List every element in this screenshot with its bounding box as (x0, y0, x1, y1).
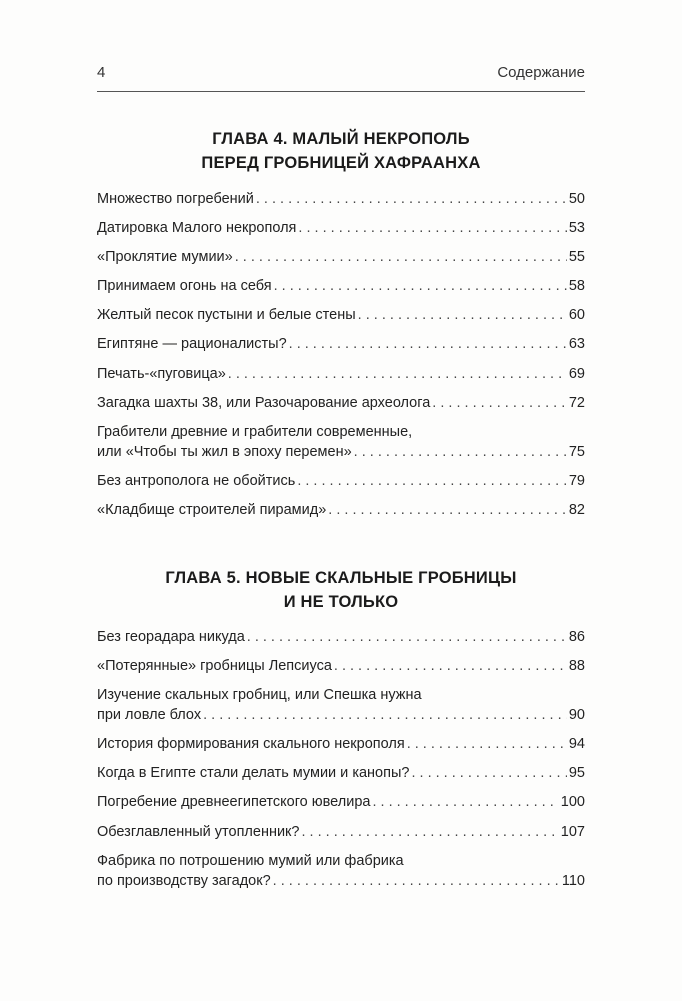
chapter-5-title (97, 566, 585, 614)
toc-entry-title: Множество погребений (97, 191, 254, 207)
dot-leader (328, 500, 567, 520)
dot-leader (407, 734, 567, 754)
toc-entry[interactable] (97, 218, 585, 238)
toc-entry-leader-line (97, 334, 585, 354)
page-number: 4 (97, 64, 106, 81)
toc-entry-leader-line (97, 471, 585, 491)
toc-entry-title-line: Изучение скальных гробниц, или Спешка нужна (97, 687, 422, 704)
dot-leader (432, 393, 567, 413)
running-header (97, 64, 585, 92)
toc-entry-title-line: Грабители древние и грабители современные, (97, 423, 413, 440)
toc-entry[interactable] (97, 627, 585, 647)
toc-entry-leader-line (97, 364, 585, 384)
toc-entry-page: 110 (561, 872, 585, 889)
toc-entry[interactable] (97, 734, 585, 754)
chapter-title-line: ГЛАВА 5. НОВЫЕ СКАЛЬНЫЕ ГРОБНИЦЫ (165, 569, 517, 587)
dot-leader (301, 822, 558, 842)
toc-entry-leader-line (97, 792, 585, 812)
toc-entry-title: «Проклятие мумии» (97, 249, 233, 266)
toc-entry-title: Без антрополога не обойтись (97, 472, 296, 489)
dot-leader (358, 305, 567, 325)
toc-entry-page: 72 (568, 394, 585, 411)
dot-leader (298, 218, 566, 238)
dot-leader (354, 442, 567, 462)
toc-entry-leader-line (97, 656, 585, 676)
toc-entry-leader-line (97, 734, 585, 754)
dot-leader (289, 334, 567, 354)
toc-entry[interactable] (97, 685, 585, 725)
toc-entry-leader-line (97, 871, 585, 891)
toc-entry-page: 82 (568, 501, 585, 518)
dot-leader (228, 364, 567, 384)
toc-entry[interactable] (97, 471, 585, 491)
header-rule (97, 91, 585, 92)
toc-entry-page: 60 (568, 307, 585, 324)
toc-entry-title-line: Фабрика по потрошению мумий или фабрика (97, 852, 404, 869)
toc-entry-page: 53 (568, 220, 585, 237)
toc-entry[interactable] (97, 276, 585, 296)
dot-leader (256, 189, 567, 209)
toc-entry[interactable] (97, 305, 585, 325)
toc-entry[interactable] (97, 500, 585, 520)
toc-entry-page: 95 (568, 765, 585, 782)
dot-leader (235, 247, 567, 267)
toc-entry-title: по производству загадок? (97, 872, 271, 889)
dot-leader (247, 627, 567, 647)
toc-entry-page: 100 (560, 794, 585, 811)
toc-entry-title: Загадка шахты 38, или Разочарование археолога (97, 394, 431, 411)
toc-entry[interactable] (97, 422, 585, 462)
toc-entry[interactable] (97, 656, 585, 676)
chapter-5-entries (97, 627, 585, 900)
toc-entry-page: 69 (568, 365, 585, 382)
toc-entry-leader-line (97, 627, 585, 647)
toc-entry-page: 55 (568, 249, 585, 266)
toc-entry-leader-line (97, 393, 585, 413)
dot-leader (297, 471, 567, 491)
toc-entry-leader-line (97, 442, 585, 462)
toc-entry-title: «Кладбище строителей пирамид» (97, 501, 327, 518)
toc-entry-title: История формирования скального некрополя (97, 736, 405, 753)
toc-entry-title: Обезглавленный утопленник? (97, 823, 300, 840)
toc-entry-page: 88 (568, 658, 585, 675)
toc-entry-leader-line (97, 247, 585, 267)
dot-leader (203, 705, 567, 725)
toc-entry-title: Принимаем огонь на себя (97, 278, 272, 295)
toc-entry-title: Печать-«пуговица» (97, 365, 226, 382)
toc-entry-page: 58 (568, 278, 585, 295)
dot-leader (274, 276, 567, 296)
toc-entry-title: «Потерянные» гробницы Лепсиуса (97, 658, 332, 675)
toc-entry[interactable] (97, 334, 585, 354)
dot-leader (411, 763, 566, 783)
dot-leader (273, 871, 560, 891)
dot-leader (334, 656, 567, 676)
toc-entry[interactable] (97, 822, 585, 842)
toc-entry[interactable] (97, 364, 585, 384)
toc-entry-leader-line (97, 500, 585, 520)
toc-entry-title: Когда в Египте стали делать мумии и канопы? (97, 765, 410, 782)
section-title: Содержание (497, 64, 585, 81)
toc-entry-title: Египтяне — рационалисты? (97, 336, 287, 353)
toc-entry-page: 94 (568, 736, 585, 753)
toc-entry-title: при ловле блох (97, 707, 202, 724)
toc-entry-title: Датировка Малого некрополя (97, 220, 297, 237)
toc-entry-leader-line (97, 189, 585, 209)
chapter-title-line: ГЛАВА 4. МАЛЫЙ НЕКРОПОЛЬ (212, 130, 470, 148)
toc-entry[interactable] (97, 763, 585, 783)
toc-entry-page: 107 (560, 823, 585, 840)
toc-entry-title: или «Чтобы ты жил в эпоху перемен» (97, 443, 352, 460)
toc-entry[interactable] (97, 851, 585, 891)
toc-entry[interactable] (97, 247, 585, 267)
chapter-title-line: И НЕ ТОЛЬКО (283, 593, 399, 611)
toc-entry-page: 86 (568, 629, 585, 645)
toc-entry-title: Желтый песок пустыни и белые стены (97, 307, 356, 324)
toc-entry-title: Погребение древнеегипетского ювелира (97, 794, 371, 811)
dot-leader (372, 792, 558, 812)
toc-entry-page: 79 (568, 472, 585, 489)
toc-entry-page: 63 (568, 336, 585, 353)
toc-entry[interactable] (97, 189, 585, 209)
toc-entry-page: 75 (568, 443, 585, 460)
toc-entry-leader-line (97, 705, 585, 725)
toc-entry-leader-line (97, 763, 585, 783)
toc-entry-leader-line (97, 276, 585, 296)
toc-entry-page: 90 (568, 707, 585, 724)
chapter-title-line: ПЕРЕД ГРОБНИЦЕЙ ХАФРААНХА (201, 154, 481, 172)
toc-entry-leader-line (97, 218, 585, 238)
chapter-4-title (97, 127, 585, 175)
toc-entry[interactable] (97, 393, 585, 413)
chapter-4-entries (97, 189, 585, 529)
toc-entry-leader-line (97, 305, 585, 325)
toc-entry-title: Без георадара никуда (97, 629, 245, 645)
toc-entry-leader-line (97, 822, 585, 842)
toc-entry[interactable] (97, 792, 585, 812)
toc-entry-page: 50 (568, 191, 585, 207)
